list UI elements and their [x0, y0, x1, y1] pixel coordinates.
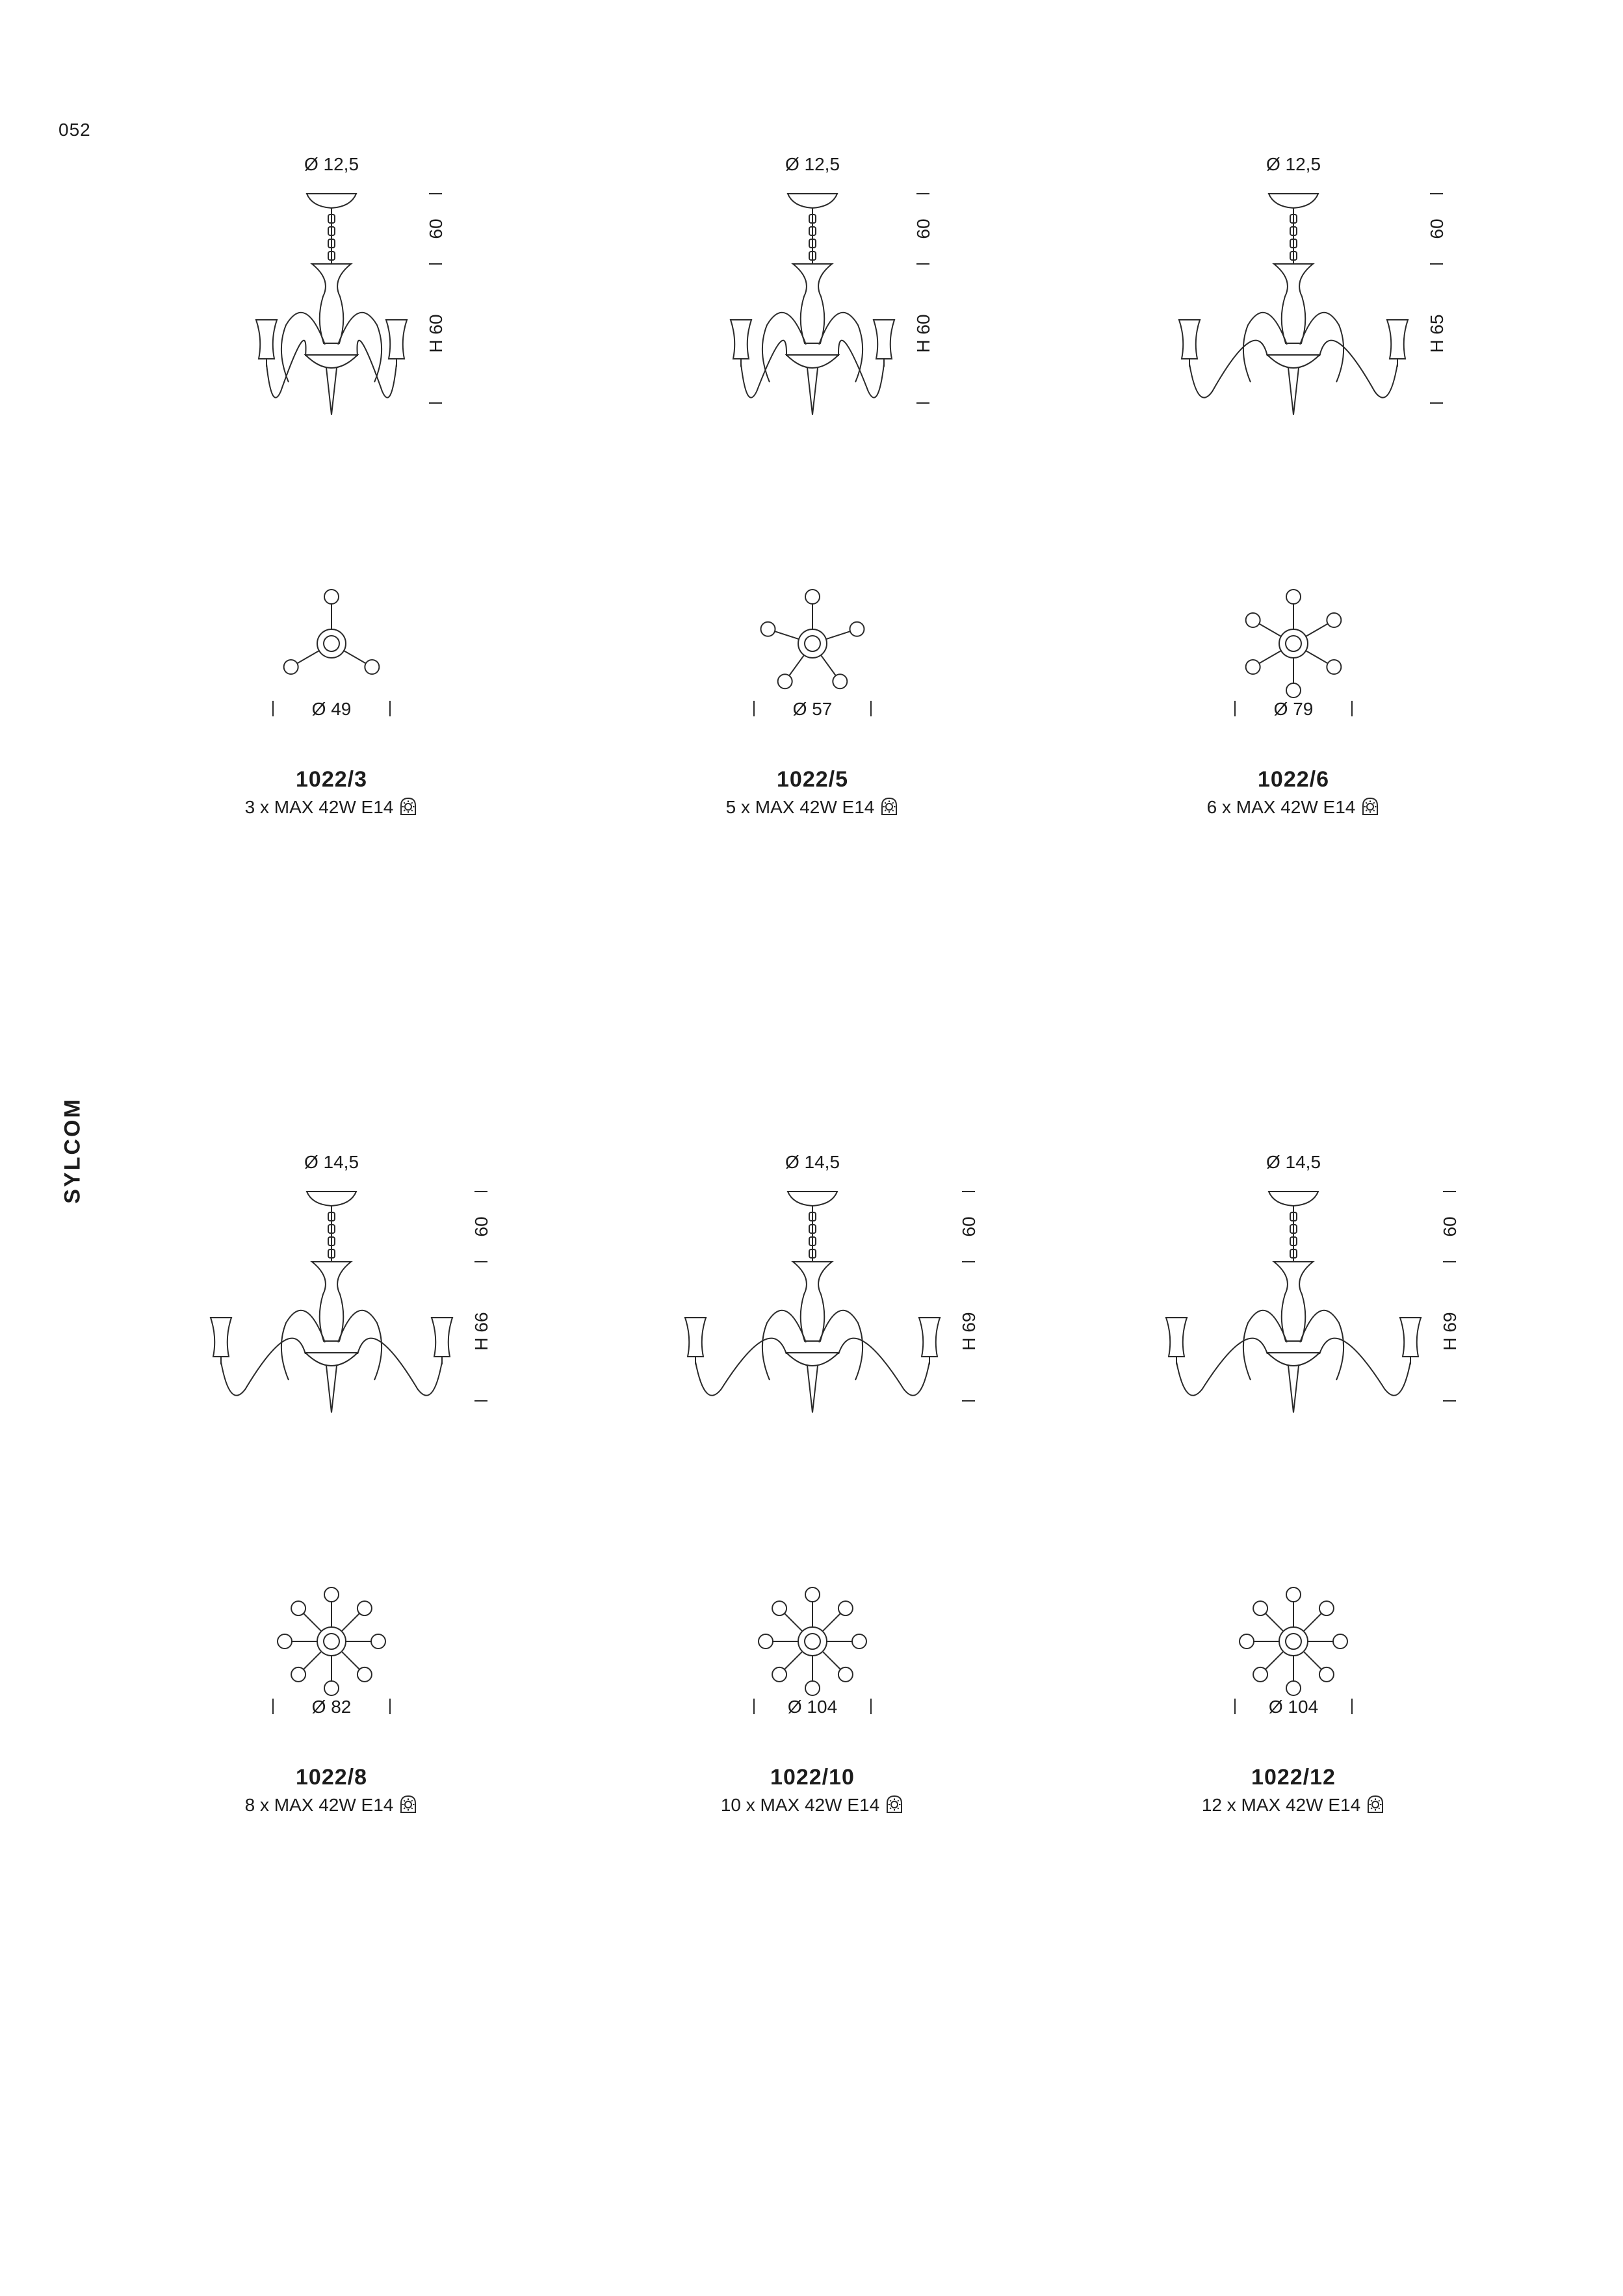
chandelier-elevation [685, 1192, 940, 1413]
chandelier-elevation [256, 194, 407, 415]
plan-drawing [91, 579, 572, 735]
chain-length-label: 60 [471, 1216, 491, 1237]
chandelier-plan [759, 1587, 866, 1695]
bulb-spec [1053, 796, 1534, 818]
plan-diameter-label: Ø 104 [787, 1697, 838, 1717]
product-card [572, 1147, 1053, 1836]
product-card [91, 1147, 572, 1836]
bulb-spec-text: 12 x MAX 42W E14 [1201, 1795, 1361, 1815]
bulb-spec [91, 796, 572, 818]
chandelier-plan [761, 590, 864, 688]
bulb-spec-text: 5 x MAX 42W E14 [725, 797, 875, 817]
dimmable-lamp-icon [1360, 796, 1380, 816]
bulb-spec [91, 1794, 572, 1816]
chandelier-plan [278, 1587, 385, 1695]
elevation-drawing [1066, 1147, 1508, 1420]
chandelier-plan [1246, 590, 1342, 698]
plan-drawing [572, 579, 1053, 735]
elevation-drawing [104, 150, 546, 423]
canopy-diameter-label: Ø 14,5 [1266, 1152, 1321, 1172]
product-card [1053, 150, 1534, 839]
bulb-spec [1053, 1794, 1534, 1816]
bulb-spec [572, 1794, 1053, 1816]
product-card [572, 150, 1053, 839]
chandelier-elevation [1179, 194, 1408, 415]
product-card [91, 150, 572, 839]
canopy-diameter-label: Ø 14,5 [304, 1152, 359, 1172]
chain-length-label: 60 [959, 1216, 979, 1237]
plan-diameter-label: Ø 57 [792, 699, 833, 719]
canopy-diameter-label: Ø 12,5 [785, 154, 840, 174]
canopy-diameter-label: Ø 14,5 [785, 1152, 840, 1172]
bulb-spec-text: 3 x MAX 42W E14 [244, 797, 394, 817]
plan-diameter-label: Ø 79 [1273, 699, 1314, 719]
height-label: H 69 [1440, 1312, 1460, 1351]
height-label: H 60 [426, 314, 446, 353]
plan-diameter-label: Ø 104 [1268, 1697, 1319, 1717]
plan-diameter-label: Ø 49 [311, 699, 352, 719]
plan-drawing [91, 1576, 572, 1732]
height-label: H 60 [913, 314, 933, 353]
chandelier-elevation [211, 1192, 452, 1413]
canopy-diameter-label: Ø 12,5 [304, 154, 359, 174]
canopy-diameter-label: Ø 12,5 [1266, 154, 1321, 174]
dimmable-lamp-icon [398, 1794, 418, 1814]
chandelier-plan [284, 590, 380, 674]
plan-drawing [1053, 579, 1534, 735]
product-code: 1022/6 [1258, 767, 1329, 792]
chain-length-label: 60 [1427, 218, 1447, 239]
chandelier-elevation [1166, 1192, 1421, 1413]
dimmable-lamp-icon [885, 1794, 904, 1814]
elevation-drawing [104, 1147, 546, 1420]
elevation-drawing [585, 150, 1027, 423]
product-code: 1022/3 [296, 767, 367, 792]
height-label: H 66 [471, 1312, 491, 1351]
height-label: H 65 [1427, 314, 1447, 353]
chain-length-label: 60 [913, 218, 933, 239]
product-code: 1022/12 [1251, 1765, 1336, 1790]
chain-length-label: 60 [426, 218, 446, 239]
chandelier-plan [1240, 1587, 1347, 1695]
bulb-spec-text: 6 x MAX 42W E14 [1206, 797, 1356, 817]
chandelier-elevation [731, 194, 894, 415]
plan-drawing [572, 1576, 1053, 1732]
dimmable-lamp-icon [1366, 1794, 1385, 1814]
brand-label: SYLCOM [60, 1097, 85, 1204]
product-code: 1022/10 [770, 1765, 855, 1790]
dimmable-lamp-icon [398, 796, 418, 816]
bulb-spec [572, 796, 1053, 818]
bulb-spec-text: 10 x MAX 42W E14 [720, 1795, 880, 1815]
product-card [1053, 1147, 1534, 1836]
elevation-drawing [585, 1147, 1027, 1420]
page-number: 052 [58, 120, 91, 140]
product-code: 1022/5 [777, 767, 848, 792]
plan-drawing [1053, 1576, 1534, 1732]
bulb-spec-text: 8 x MAX 42W E14 [244, 1795, 394, 1815]
product-code: 1022/8 [296, 1765, 367, 1790]
elevation-drawing [1066, 150, 1508, 423]
plan-diameter-label: Ø 82 [311, 1697, 352, 1717]
chain-length-label: 60 [1440, 1216, 1460, 1237]
height-label: H 69 [959, 1312, 979, 1351]
dimmable-lamp-icon [879, 796, 899, 816]
